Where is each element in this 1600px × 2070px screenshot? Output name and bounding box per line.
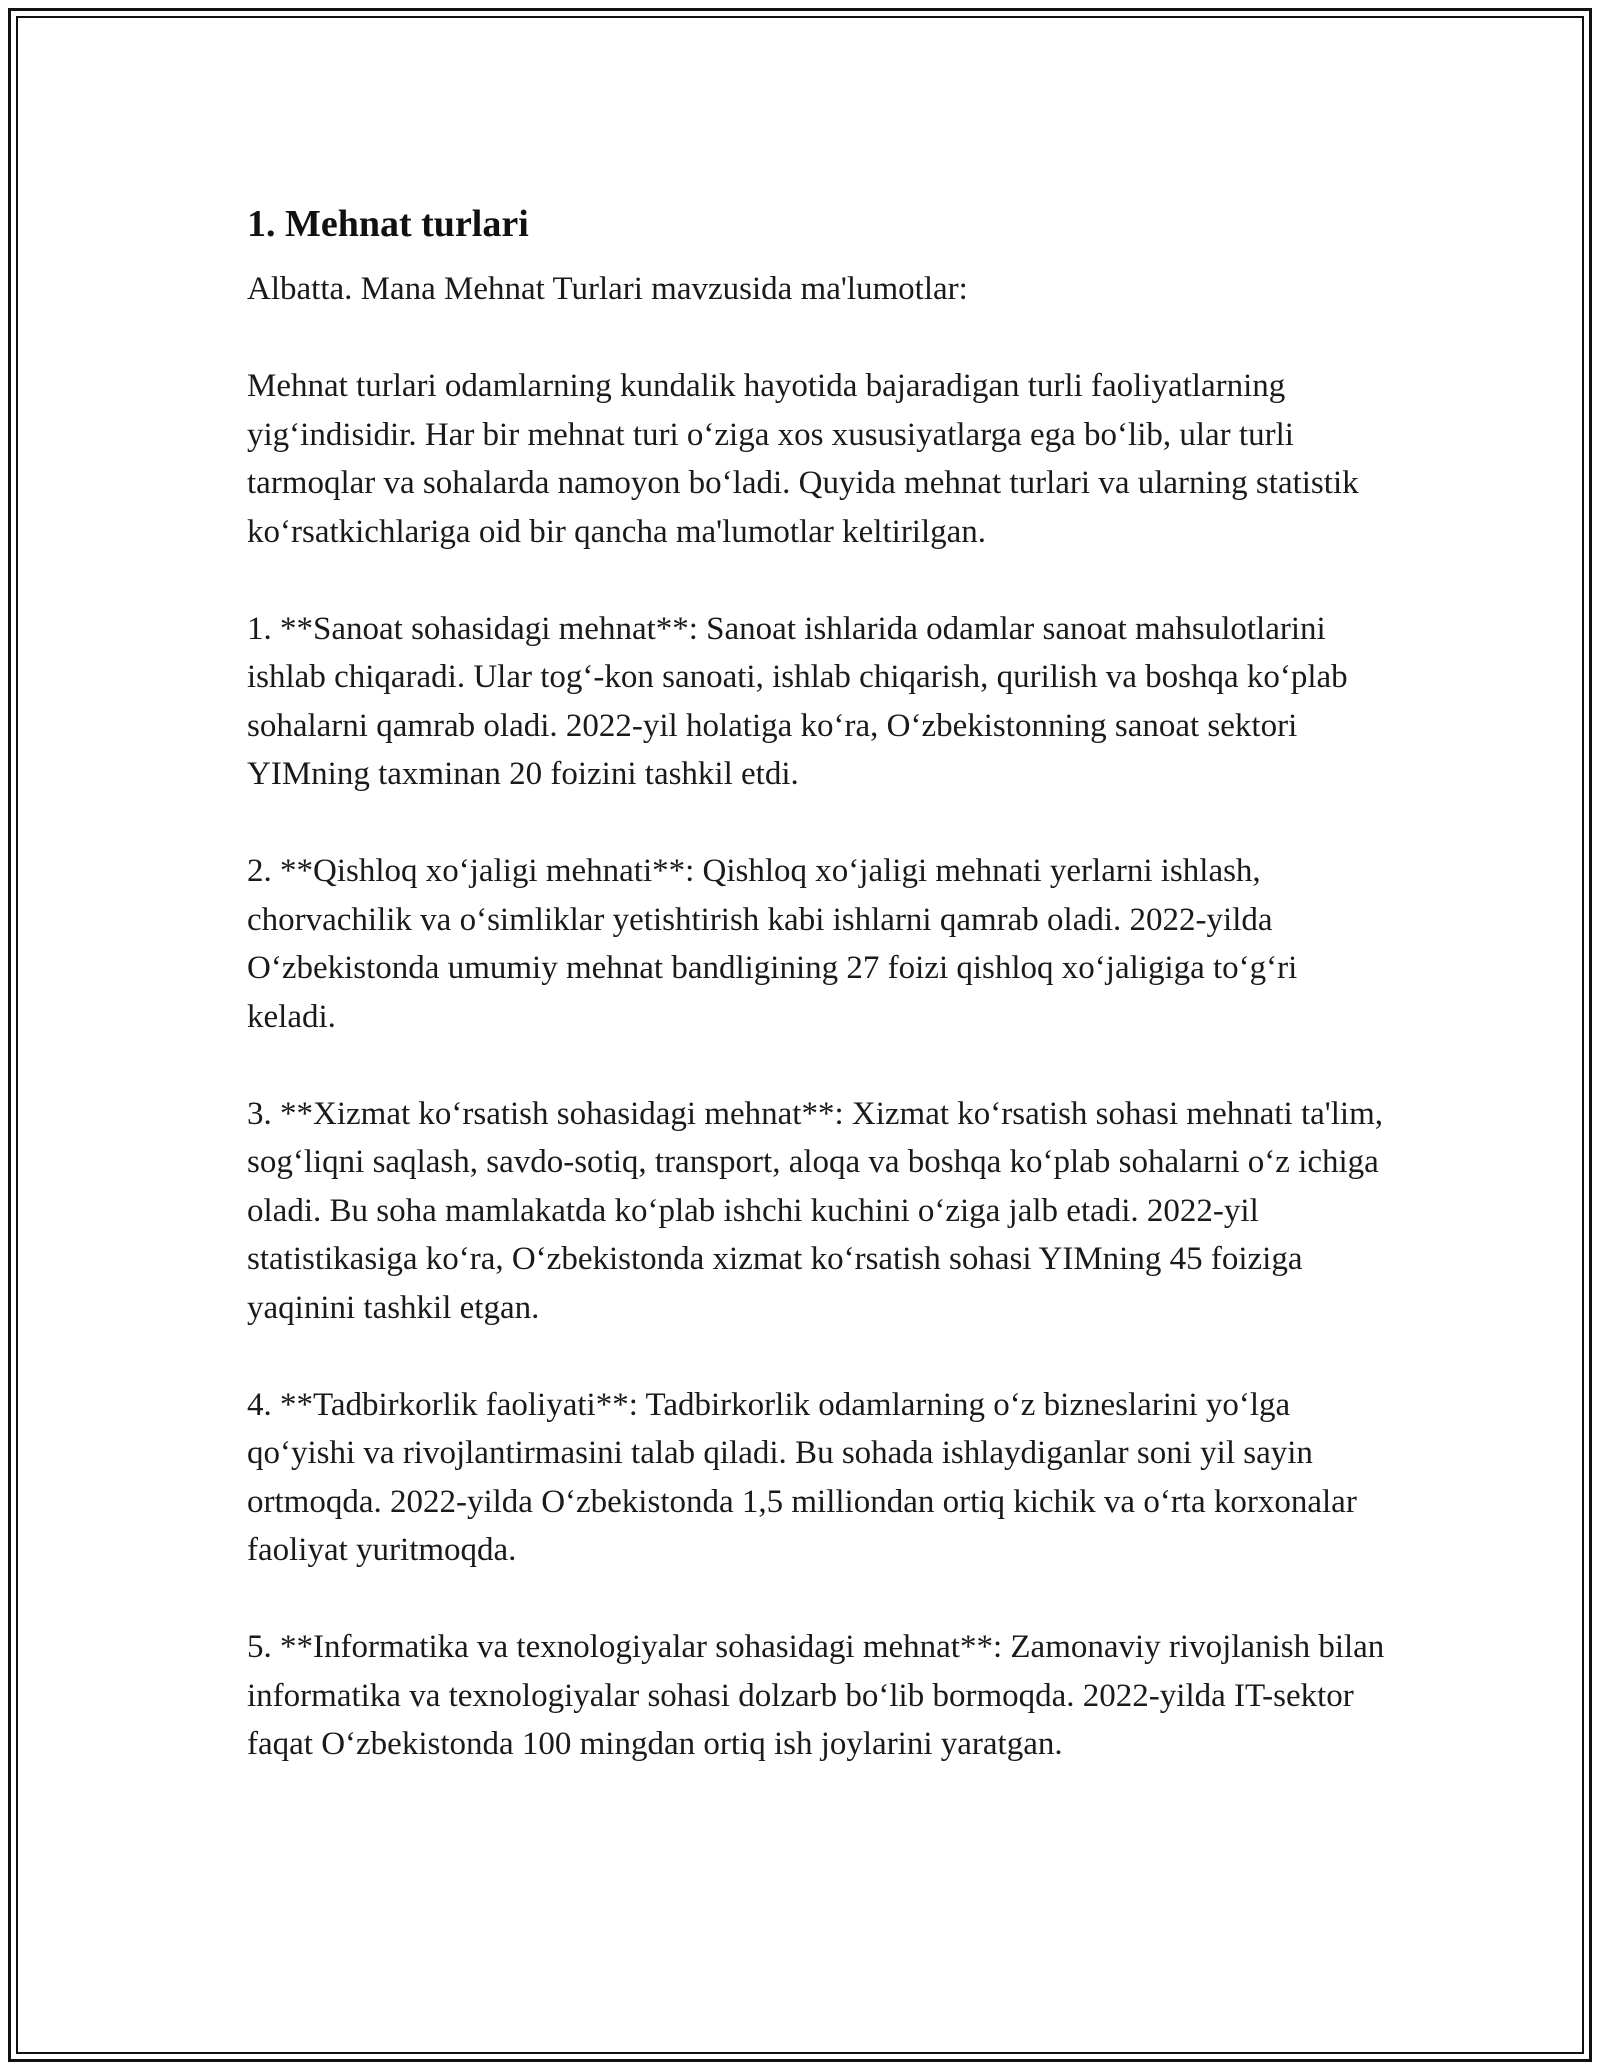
paragraph-industry: 1. **Sanoat sohasidagi mehnat**: Sanoat ishlarida odamlar sanoat mahsulotlarini ishlab chiqaradi. Ular tog‘-kon sanoati, ishlab chiqarish, qurilish va boshqa ko‘plab sohalarni qamrab oladi. 2022-yil holatiga ko‘ra, O‘zbekistonning sanoat sektori YIMning taxminan 20 foizini tashkil etdi. [247, 610, 1348, 792]
paragraph-it-technology: 5. **Informatika va texnologiyalar sohasidagi mehnat**: Zamonaviy rivojlanish bilan informatika va texnologiyalar sohasi dolzarb bo‘lib bormoqda. 2022-yilda IT-sektor faqat O‘zbekistonda 100 mingdan ortiq ish joylarini yaratgan. [247, 1629, 1385, 1762]
document-body [247, 199, 1387, 1769]
page-frame [8, 8, 1592, 2062]
paragraph-services: 3. **Xizmat ko‘rsatish sohasidagi mehnat**: Xizmat ko‘rsatish sohasi mehnati ta'lim, sog‘liqni saqlash, savdo-sotiq, transport, aloqa va boshqa ko‘plab sohalarni o‘z ichiga oladi. Bu soha mamlakatda ko‘plab ishchi kuchini o‘ziga jalb etadi. 2022-yil statistikasiga ko‘ra, O‘zbekistonda xizmat ko‘rsatish sohasi YIMning 45 foiziga yaqinini tashkil etgan. [247, 1095, 1383, 1326]
intro-paragraph: Albatta. Mana Mehnat Turlari mavzusida ma'lumotlar: [247, 271, 968, 307]
paragraph-entrepreneurship: 4. **Tadbirkorlik faoliyati**: Tadbirkorlik odamlarning o‘z bizneslarini yo‘lga qo‘yishi va rivojlantirmasini talab qiladi. Bu sohada ishlaydiganlar soni yil sayin ortmoqda. 2022-yilda O‘zbekistonda 1,5 milliondan ortiq kichik va o‘rta korxonalar faoliyat yuritmoqda. [247, 1386, 1357, 1568]
paragraph-agriculture: 2. **Qishloq xo‘jaligi mehnati**: Qishloq xo‘jaligi mehnati yerlarni ishlash, chorvachilik va o‘simliklar yetishtirish kabi ishlarni qamrab oladi. 2022-yilda O‘zbekistonda umumiy mehnat bandligining 27 foizi qishloq xo‘jaligiga to‘g‘ri keladi. [247, 853, 1298, 1035]
paragraph-overview: Mehnat turlari odamlarning kundalik hayotida bajaradigan turli faoliyatlarning yig‘indisidir. Har bir mehnat turi o‘ziga xos xususiyatlarga ega bo‘lib, ular turli tarmoqlar va sohalarda namoyon bo‘ladi. Quyida mehnat turlari va ularning statistik ko‘rsatkichlariga oid bir qancha ma'lumotlar keltirilgan. [247, 368, 1359, 550]
document-title: 1. Mehnat turlari [247, 203, 529, 245]
